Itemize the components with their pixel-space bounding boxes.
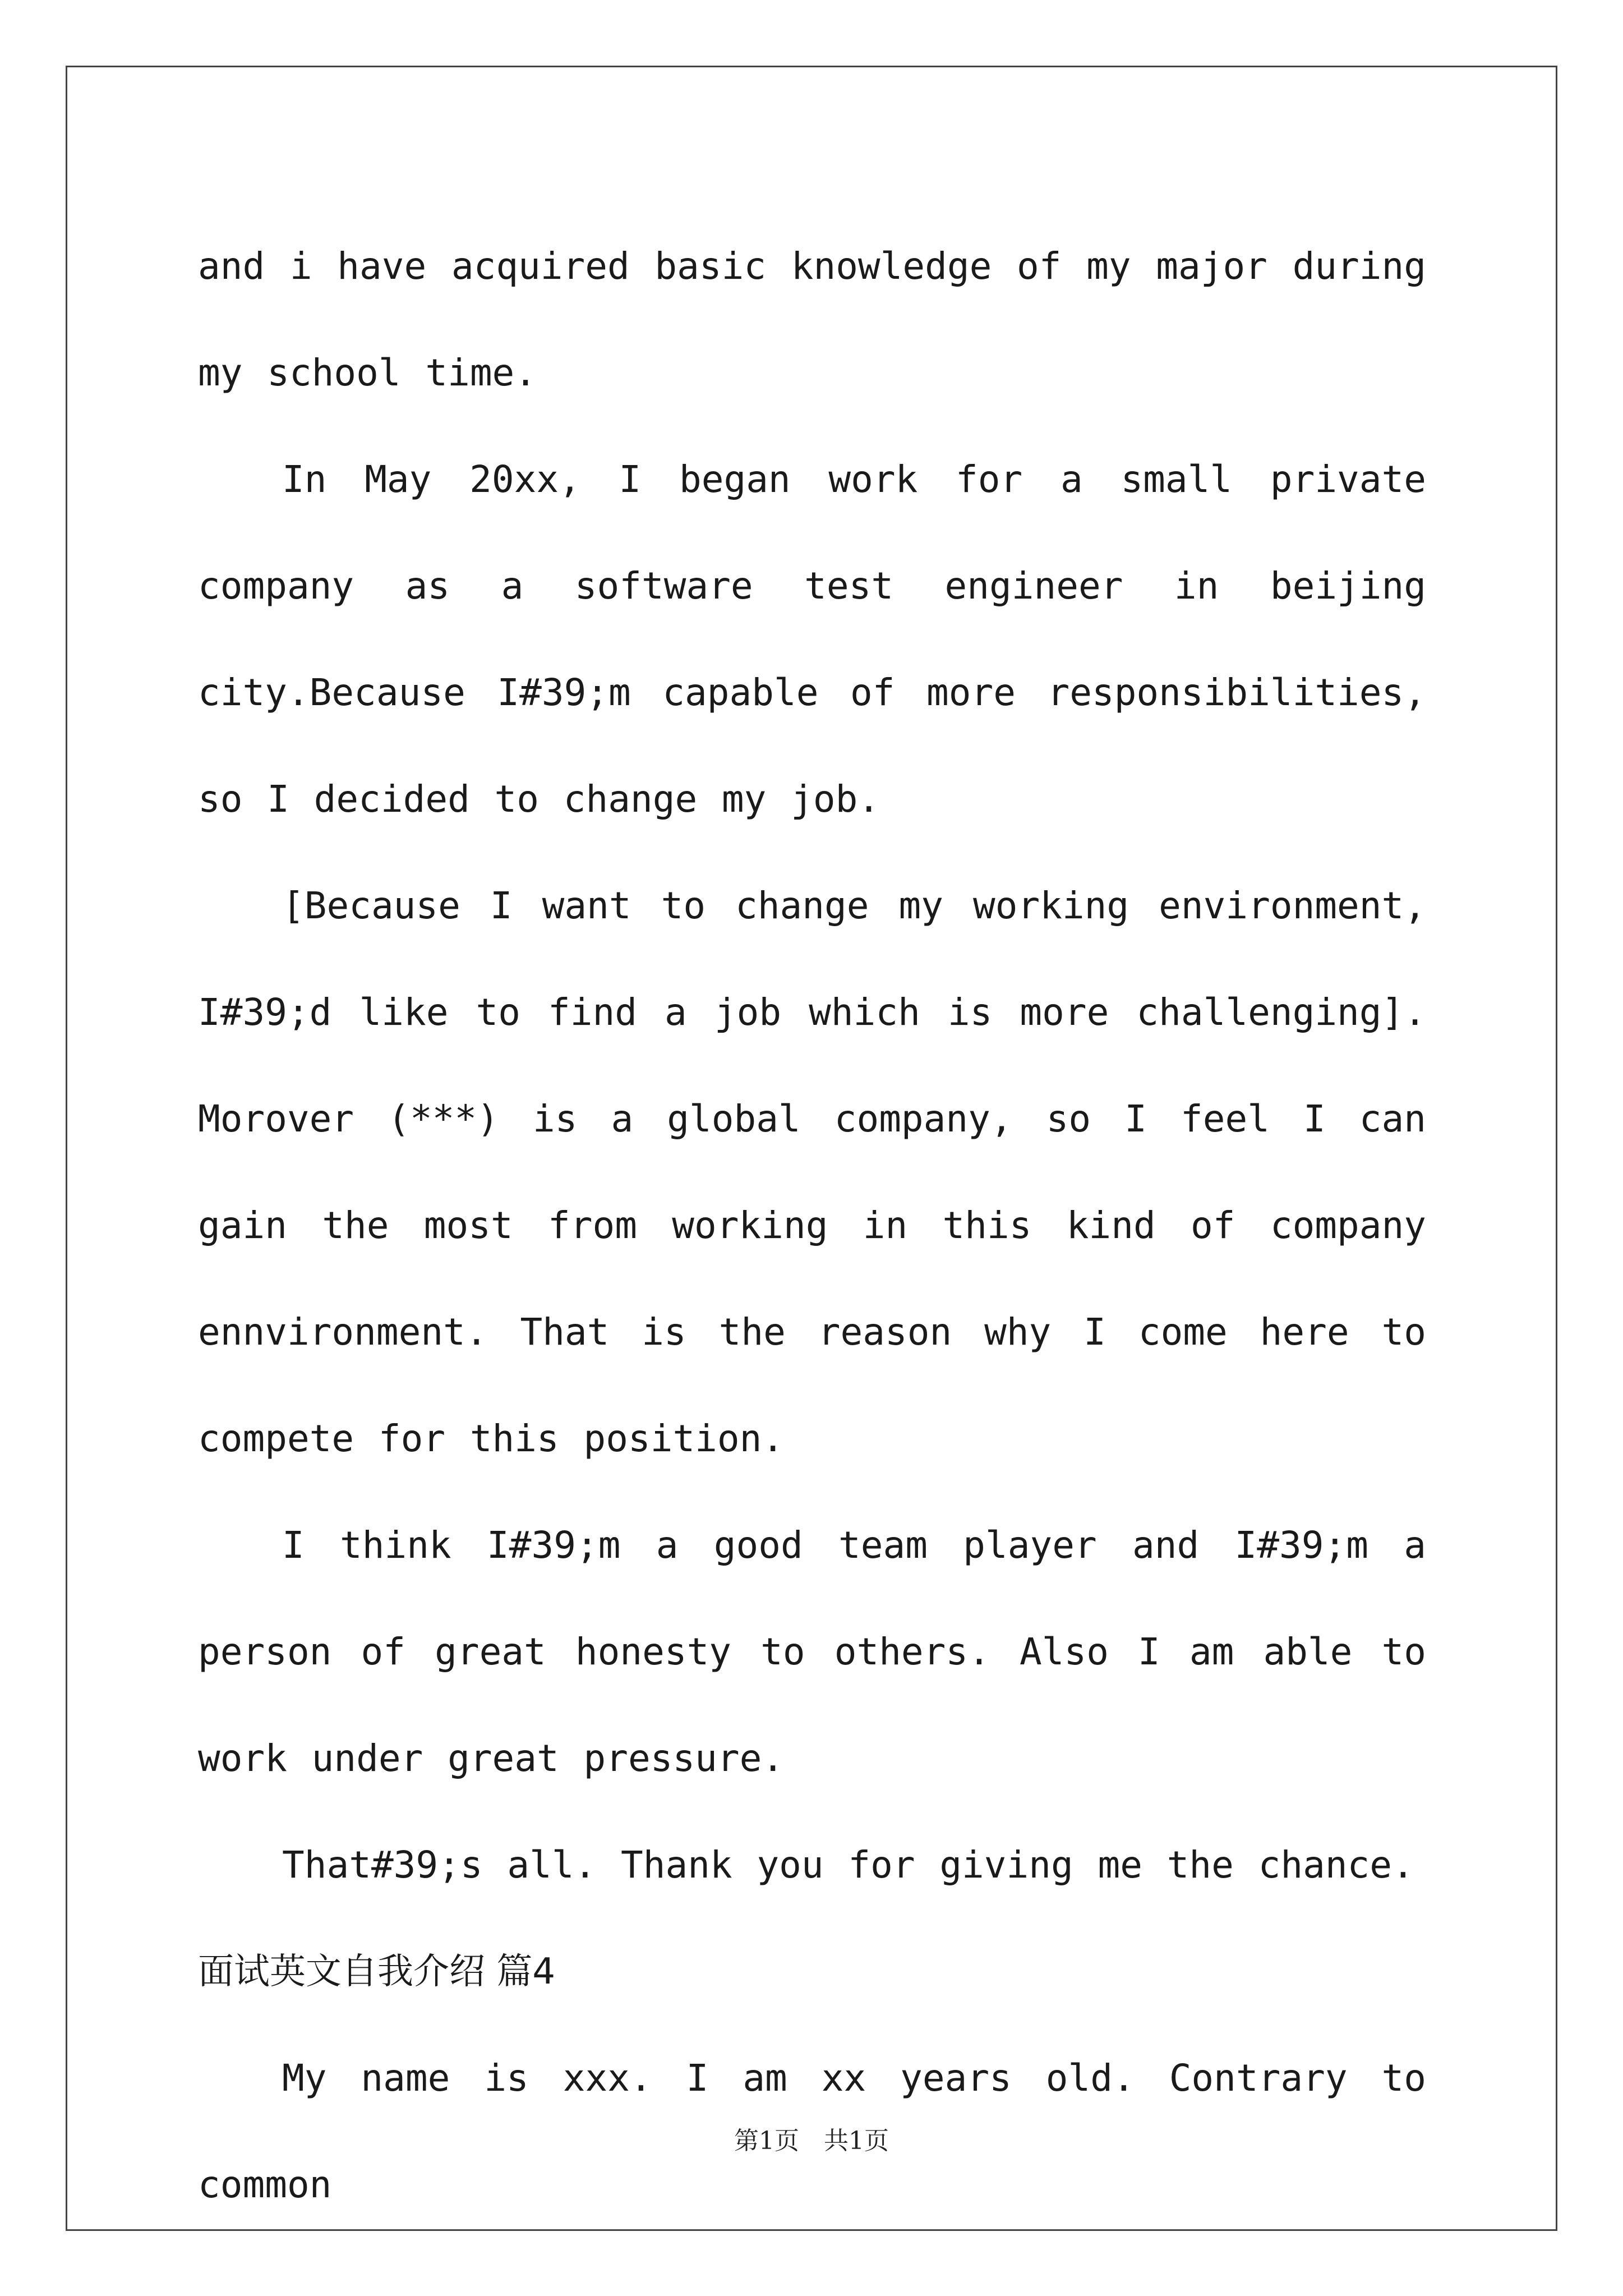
paragraph-2: In May 20xx, I began work for a small private company as a software test engineer in beijing city.Because I#39;m capable of more responsibilities, so I decided to change my job. <box>198 458 1426 821</box>
paragraph-6: My name is xxx. I am xx years old. Contrary to common <box>198 2056 1426 2206</box>
paragraph-5: That#39;s all. Thank you for giving me the chance. <box>282 1843 1414 1887</box>
page-number-footer: 第1页 共1页 <box>734 2127 889 2155</box>
section-heading: 面试英文自我介绍 篇4 <box>198 1951 556 1993</box>
document-body <box>198 213 1426 2238</box>
paragraph-1: and i have acquired basic knowledge of my major during my school time. <box>198 245 1426 394</box>
paragraph-4: I think I#39;m a good team player and I#39;m a person of great honesty to others. Also I am able to work under great pressure. <box>198 1524 1426 1780</box>
paragraph-3: [Because I want to change my working environment, I#39;d like to find a job which is more challenging]. Morover (***) is a global company, so I feel I can gain the most from working in this kind of company ennvironment. That is the reason why I come here to compete for this position. <box>198 884 1426 1460</box>
